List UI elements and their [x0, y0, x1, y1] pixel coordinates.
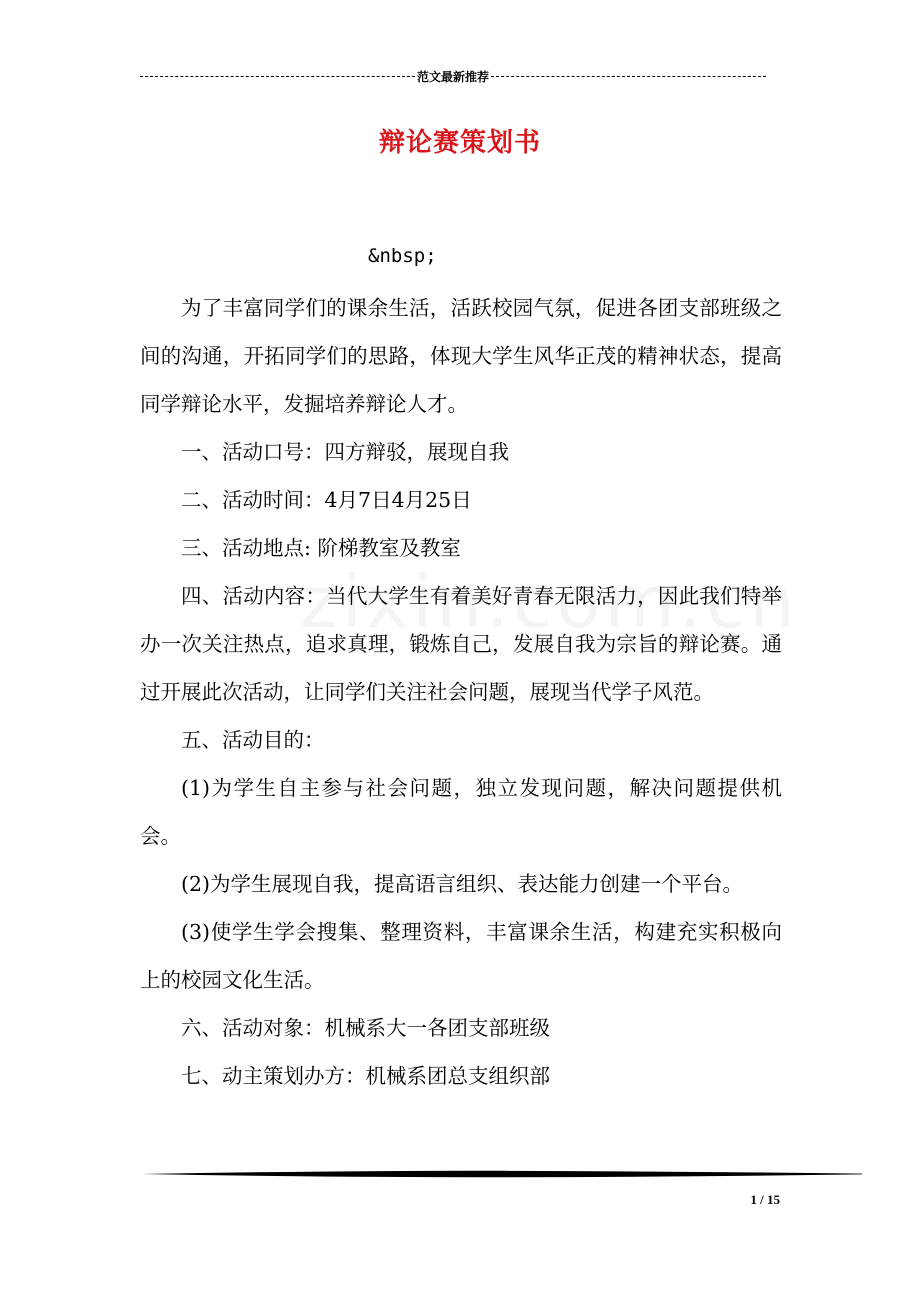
document-body	[140, 236, 782, 1100]
header-dashes-right	[491, 76, 766, 77]
paragraph-purpose-1: (1)为学生自主参与社会问题，独立发现问题，解决问题提供机会。	[140, 776, 782, 848]
header-dashes-left	[140, 76, 415, 77]
paragraph-content: 四、活动内容：当代大学生有着美好青春无限活力，因此我们特举办一次关注热点，追求真理，锻炼自己，发展自我为宗旨的辩论赛。通过开展此次活动，让同学们关注社会问题，展现当代学子风范。	[140, 584, 782, 704]
page-header	[140, 67, 766, 85]
paragraph-slogan: 一、活动口号：四方辩驳，展现自我	[181, 440, 509, 464]
paragraph-location: 三、活动地点: 阶梯教室及教室	[181, 536, 461, 560]
paragraph-purpose-2: (2)为学生展现自我，提高语言组织、表达能力创建一个平台。	[181, 872, 744, 896]
paragraph-time: 二、活动时间：4月7日4月25日	[181, 488, 472, 512]
header-text: 范文最新推荐	[417, 69, 490, 84]
paragraph-audience: 六、活动对象：机械系大一各团支部班级	[181, 1016, 550, 1040]
footer-rule	[142, 1170, 862, 1178]
paragraph-purpose-heading: 五、活动目的：	[181, 728, 325, 752]
paragraph-organizer: 七、动主策划办方：机械系团总支组织部	[181, 1064, 550, 1088]
paragraph-intro: 为了丰富同学们的课余生活，活跃校园气氛，促进各团支部班级之间的沟通，开拓同学们的思路，体现大学生风华正茂的精神状态，提高同学辩论水平，发掘培养辩论人才。	[140, 296, 782, 416]
paragraph-purpose-3: (3)使学生学会搜集、整理资料，丰富课余生活，构建充实积极向上的校园文化生活。	[140, 920, 782, 992]
document-title: 辩论赛策划书	[378, 128, 541, 158]
page-number: 1 / 15	[750, 1192, 780, 1207]
nbsp-text: &nbsp;	[368, 245, 437, 267]
